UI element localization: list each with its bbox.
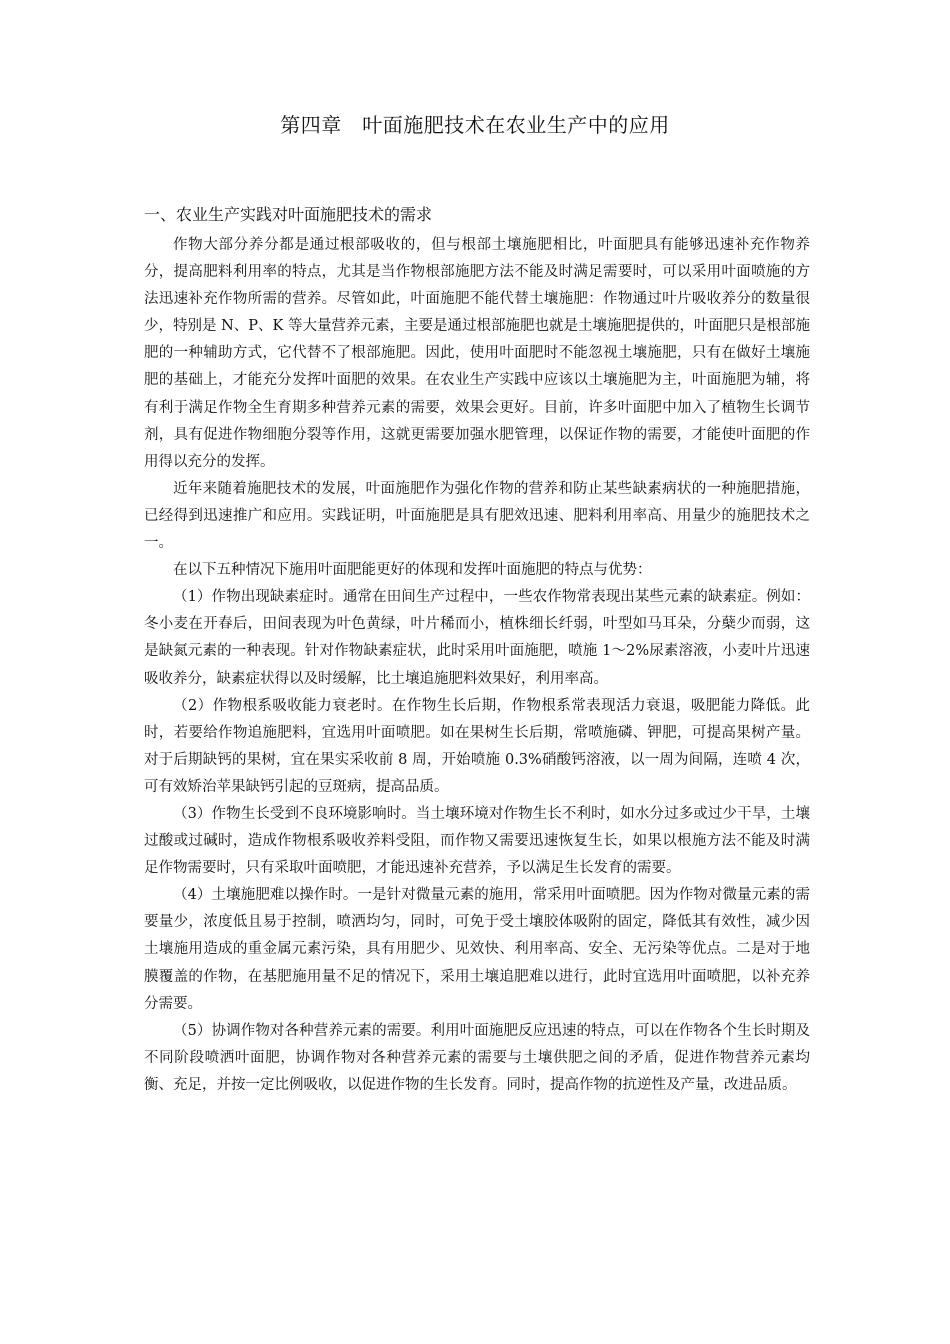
paragraph-item-2: （2）作物根系吸收能力衰老时。在作物生长后期，作物根系常表现活力衰退，吸肥能力降低。此时，若要给作物追施肥料，宜选用叶面喷肥。如在果树生长后期，常喷施磷、钾肥，可提高果树产量。对于后期缺钙的果树，宜在果实采收前 8 周，开始喷施 0.3%硝酸钙溶液，以一周为间隔，连喷 4 次，可有效矫治苹果缺钙引起的豆斑病，提高品质。 xyxy=(144,697,810,795)
chapter-title: 第四章 叶面施肥技术在农业生产中的应用 xyxy=(280,113,670,137)
paragraph-five-situations: 在以下五种情况下施用叶面肥能更好的体现和发挥叶面施肥的特点与优势： xyxy=(173,562,652,579)
paragraph-item-4: （4）土壤施肥难以操作时。一是针对微量元素的施用，常采用叶面喷肥。因为作物对微量元素的需要量少，浓度低且易于控制，喷洒均匀，同时，可免于受土壤胶体吸附的固定，降低其有效性，减少因土壤施用造成的重金属元素污染，具有用肥少、见效快、利用率高、安全、无污染等优点。二是对于地膜覆盖的作物，在基肥施用量不足的情况下，采用土壤追肥难以进行，此时宜选用叶面喷肥，以补充养分需要。 xyxy=(144,887,810,1012)
section-heading: 一、农业生产实践对叶面施肥技术的需求 xyxy=(144,205,433,224)
paragraph-item-5: （5）协调作物对各种营养元素的需要。利用叶面施肥反应迅速的特点，可以在作物各个生长时期及不同阶段喷洒叶面肥，协调作物对各种营养元素的需要与土壤供肥之间的矛盾，促进作物营养元素均衡、充足，并按一定比例吸收，以促进作物的生长发育。同时，提高作物的抗逆性及产量，改进品质。 xyxy=(144,1022,810,1093)
paragraph-intro: 作物大部分养分都是通过根部吸收的，但与根部土壤施肥相比，叶面肥具有能够迅速补充作物养分，提高肥料利用率的特点，尤其是当作物根部施肥方法不能及时满足需要时，可以采用叶面喷施的方法迅速补充作物所需的营养。尽管如此，叶面施肥不能代替土壤施肥：作物通过叶片吸收养分的数量很少，特别是 N、P、K 等大量营养元素，主要是通过根部施肥也就是土壤施肥提供的，叶面肥只是根部施肥的一种辅助方式，它代替不了根部施肥。因此，使用叶面肥时不能忽视土壤施肥，只有在做好土壤施肥的基础上，才能充分发挥叶面肥的效果。在农业生产实践中应该以土壤施肥为主，叶面施肥为辅，将有利于满足作物全生育期多种营养元素的需要，效果会更好。目前，许多叶面肥中加入了植物生长调节剂，具有促进作物细胞分裂等作用，这就更需要加强水肥管理，以保证作物的需要，才能使叶面肥的作用得以充分的发挥。 xyxy=(144,237,810,470)
paragraph-development: 近年来随着施肥技术的发展，叶面施肥作为强化作物的营养和防止某些缺素病状的一种施肥措施，已经得到迅速推广和应用。实践证明，叶面施肥是具有肥效迅速、肥料利用率高、用量少的施肥技术之一。 xyxy=(144,480,810,552)
paragraph-item-3: （3）作物生长受到不良环境影响时。当土壤环境对作物生长不利时，如水分过多或过少干旱，土壤过酸或过碱时，造成作物根系吸收养料受阻，而作物又需要迅速恢复生长，如果以根施方法不能及时满足作物需要时，只有采取叶面喷肥，才能迅速补充营养，予以满足生长发育的需要。 xyxy=(144,805,810,877)
body-text xyxy=(144,232,810,1099)
paragraph-item-1: （1）作物出现缺素症时。通常在田间生产过程中，一些农作物常表现出某些元素的缺素症。例如：冬小麦在开春后，田间表现为叶色黄绿，叶片稀而小，植株细长纤弱，叶型如马耳朵，分蘖少而弱，这是缺氮元素的一种表现。针对作物缺素症状，此时采用叶面施肥，喷施 1～2%尿素溶液，小麦叶片迅速吸收养分，缺素症状得以及时缓解，比土壤追施肥料效果好，利用率高。 xyxy=(144,589,810,687)
